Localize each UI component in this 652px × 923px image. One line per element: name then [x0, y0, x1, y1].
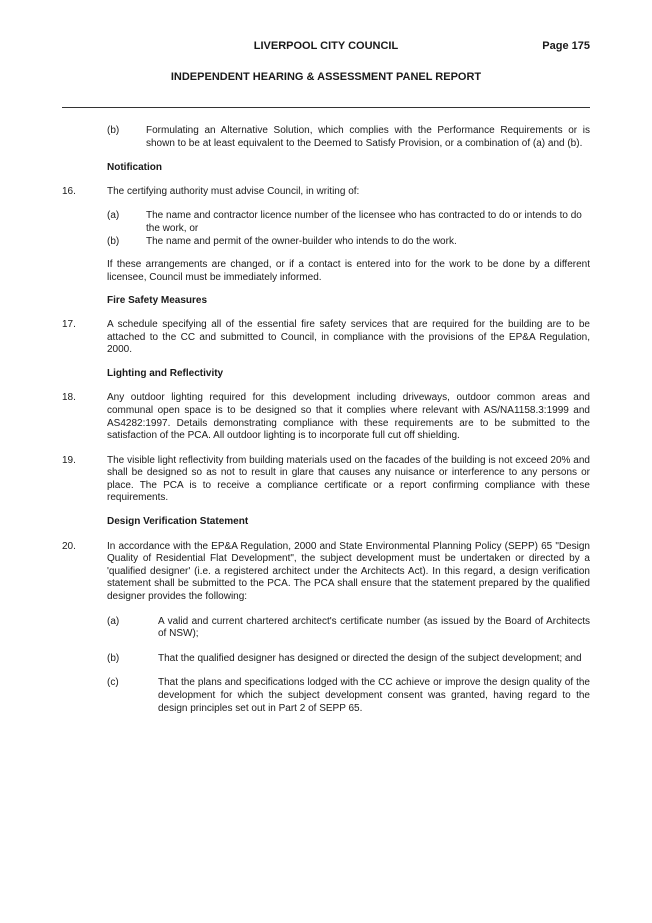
condition-number: 16.	[62, 185, 76, 197]
list-item	[107, 616, 590, 641]
item-label: (b)	[107, 652, 120, 664]
condition-number: 20.	[62, 540, 76, 552]
condition-number: 19.	[62, 454, 76, 466]
item-label: (b)	[107, 235, 120, 247]
item-label: (a)	[107, 210, 120, 222]
numbered-condition	[62, 455, 590, 505]
numbered-condition	[62, 392, 590, 442]
header-divider	[62, 107, 590, 108]
page-number: Page 175	[542, 40, 590, 52]
list-item	[107, 677, 590, 715]
list-item	[107, 653, 590, 666]
item-text: Formulating an Alternative Solution, which complies with the Performance Requirements or is shown to be at least equivalent to the Deemed to Satisfy Provision, or a combination of (a) and (b).	[146, 125, 590, 149]
numbered-condition	[62, 319, 590, 357]
section-heading: Fire Safety Measures	[107, 295, 208, 307]
item-text: That the qualified designer has designed or directed the design of the subject development; and	[158, 652, 582, 664]
condition-text: Any outdoor lighting required for this development including driveways, outdoor common areas and communal open space is to be designed so that it complies where relevant with AS/NA1158.3:1999 and AS4282:1997. Details demonstrating compliance with these requirements are to be submitted to the satisfaction of the PCA. All outdoor lighting is to incorporate full cut off shielding.	[107, 392, 590, 442]
item-label: (a)	[107, 615, 120, 627]
section-heading: Notification	[107, 162, 162, 174]
list-item	[107, 125, 590, 150]
item-label: (b)	[107, 125, 120, 136]
condition-number: 17.	[62, 318, 76, 330]
item-text: The name and contractor licence number of the licensee who has contracted to do or intends to do the work, or	[146, 210, 582, 234]
numbered-condition	[62, 186, 590, 199]
list-item	[107, 236, 590, 249]
condition-number: 18.	[62, 392, 76, 404]
numbered-condition	[62, 541, 590, 604]
council-name: LIVERPOOL CITY COUNCIL	[253, 40, 399, 52]
condition-text: In accordance with the EP&A Regulation, 2000 and State Environmental Planning Policy (SEPP) 65 "Design Quality of Residential Flat Development", the subject development must be undertaken or directed by a 'qualified designer' (i.e. a registered architect under the Architects Act). In this regard, a design verification statement shall be submitted to the PCA. The PCA shall ensure that the statement prepared by the qualified designer provides the following:	[107, 540, 590, 603]
section-heading: Design Verification Statement	[107, 516, 249, 528]
paragraph: If these arrangements are changed, or if a contact is entered into for the work to be done by a different licensee, Council must be immediately informed.	[107, 259, 590, 283]
item-text: A valid and current chartered architect's certificate number (as issued by the Board of Architects of NSW);	[158, 615, 590, 640]
document-body	[62, 125, 590, 715]
report-title: INDEPENDENT HEARING & ASSESSMENT PANEL REPORT	[170, 71, 482, 83]
item-text: The name and permit of the owner-builder who intends to do the work.	[146, 235, 457, 247]
condition-text: A schedule specifying all of the essential fire safety services that are required for the building are to be attached to the CC and submitted to Council, in compliance with the provisions of the EP&A Regulation, 2000.	[107, 318, 590, 356]
section-heading: Lighting and Reflectivity	[107, 367, 224, 379]
condition-text: The certifying authority must advise Council, in writing of:	[107, 185, 360, 197]
list-item	[107, 210, 590, 235]
condition-text: The visible light reflectivity from building materials used on the facades of the building is not exceed 20% and shall be designed so as not to result in glare that causes any nuisance or interference to any persons or place. The PCA is to receive a compliance certificate or a report confirming compliance with these requirements.	[107, 454, 590, 504]
item-label: (c)	[107, 677, 119, 689]
item-text: That the plans and specifications lodged with the CC achieve or improve the design quality of the development for which the subject development consent was granted, having regard to the design principles set out in Part 2 of SEPP 65.	[158, 677, 590, 714]
